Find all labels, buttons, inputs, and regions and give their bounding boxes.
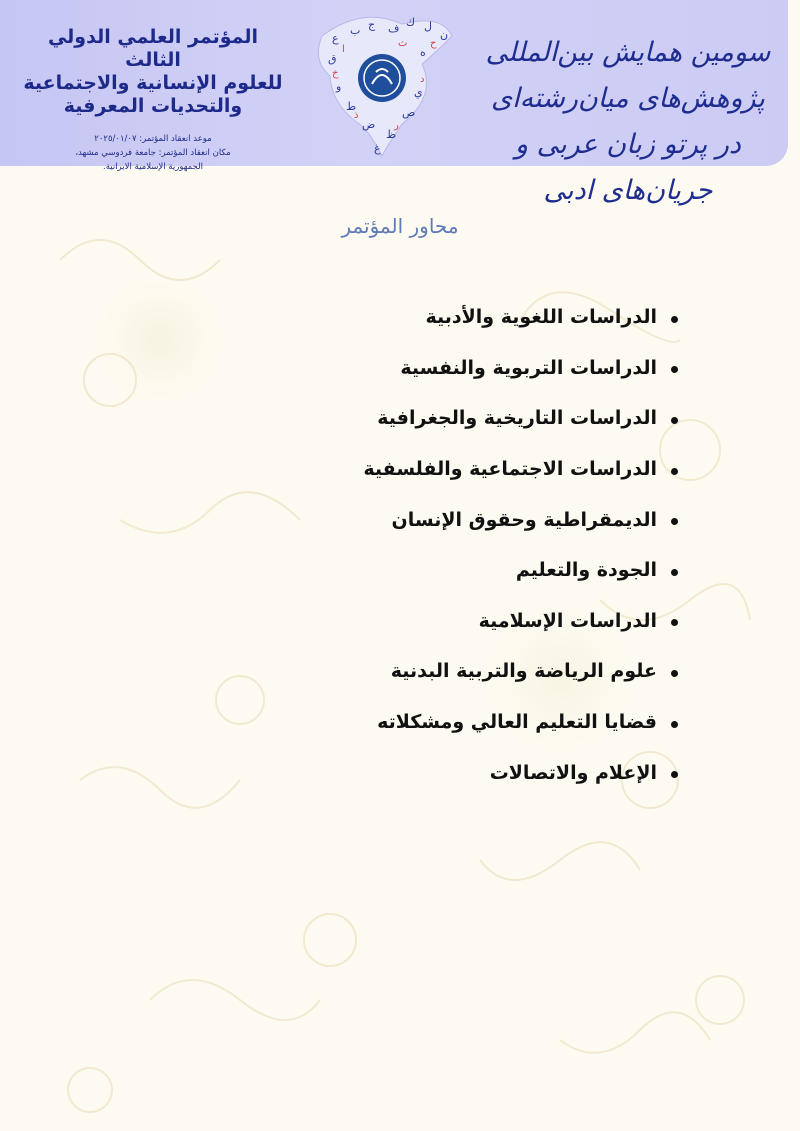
svg-text:ص: ص bbox=[402, 106, 416, 119]
topic-label: الدراسات التاريخية والجغرافية bbox=[377, 407, 657, 430]
arabic-title-line-1: المؤتمر العلمي الدولي الثالث bbox=[47, 26, 259, 71]
bullet-icon bbox=[671, 366, 678, 373]
persian-title-line-1: سومین همایش بین‌المللی پژوهش‌های میان‌رشته‌ای bbox=[485, 37, 771, 114]
bullet-icon bbox=[671, 721, 678, 728]
topic-item bbox=[198, 596, 678, 647]
topics-list bbox=[198, 292, 678, 798]
topic-label: الإعلام والاتصالات bbox=[489, 761, 657, 784]
svg-text:خ: خ bbox=[332, 68, 339, 79]
bullet-icon bbox=[671, 518, 678, 525]
bullet-icon bbox=[671, 771, 678, 778]
svg-text:ث: ث bbox=[398, 38, 408, 49]
bullet-icon bbox=[671, 670, 678, 677]
topic-label: الجودة والتعليم bbox=[515, 559, 657, 582]
svg-text:د: د bbox=[420, 74, 425, 85]
conference-country: الجمهورية الإسلامية الايرانية. bbox=[103, 162, 203, 172]
bullet-icon bbox=[671, 619, 678, 626]
topic-label: قضايا التعليم العالي ومشكلاته bbox=[377, 711, 657, 734]
svg-text:ف: ف bbox=[388, 22, 400, 35]
section-title: محاور المؤتمر bbox=[341, 214, 459, 238]
topic-item bbox=[198, 393, 678, 444]
topic-label: الديمقراطية وحقوق الإنسان bbox=[391, 508, 657, 531]
topic-item bbox=[198, 545, 678, 596]
svg-text:ط: ط bbox=[346, 100, 357, 113]
conference-meta bbox=[18, 132, 288, 174]
arabic-title-line-2: للعلوم الإنسانية والاجتماعية bbox=[23, 72, 283, 94]
svg-text:ن: ن bbox=[440, 28, 449, 41]
bullet-icon bbox=[671, 316, 678, 323]
topic-item bbox=[198, 646, 678, 697]
conference-venue: مكان انعقاد المؤتمر: جامعة فردوسي مشهد، bbox=[75, 148, 231, 158]
topic-label: الدراسات اللغوية والأدبية bbox=[425, 306, 657, 329]
topic-item bbox=[198, 494, 678, 545]
svg-text:ب: ب bbox=[350, 24, 361, 37]
dove-of-letters-logo bbox=[302, 6, 462, 160]
bullet-icon bbox=[671, 417, 678, 424]
bullet-icon bbox=[671, 569, 678, 576]
conference-date: موعد انعقاد المؤتمر: ٢٠٢٥/٠١/٠٧ bbox=[94, 134, 212, 144]
svg-text:ذ: ذ bbox=[354, 110, 359, 121]
persian-conference-title bbox=[478, 30, 778, 214]
svg-text:ج: ج bbox=[368, 18, 376, 31]
topic-label: الدراسات الاجتماعية والفلسفية bbox=[363, 458, 657, 481]
topic-item bbox=[198, 343, 678, 394]
bullet-icon bbox=[671, 468, 678, 475]
svg-text:ض: ض bbox=[362, 118, 376, 131]
svg-text:ا: ا bbox=[342, 44, 345, 55]
svg-text:غ: غ bbox=[374, 142, 381, 155]
topic-item bbox=[198, 292, 678, 343]
topic-label: علوم الرياضة والتربية البدنية bbox=[390, 660, 657, 683]
svg-text:ق: ق bbox=[328, 52, 337, 65]
topic-label: الدراسات التربوية والنفسية bbox=[400, 356, 657, 379]
svg-text:ه: ه bbox=[420, 46, 426, 59]
svg-text:ظ: ظ bbox=[386, 128, 397, 141]
svg-text:و: و bbox=[336, 80, 342, 93]
topic-label: الدراسات الإسلامية bbox=[478, 609, 657, 632]
svg-text:ر: ر bbox=[394, 120, 399, 131]
topic-item bbox=[198, 747, 678, 798]
svg-text:ح: ح bbox=[430, 38, 437, 49]
arabic-conference-title bbox=[18, 26, 288, 174]
topic-item bbox=[198, 697, 678, 748]
topic-item bbox=[198, 444, 678, 495]
svg-text:ع: ع bbox=[332, 32, 339, 45]
arabic-title-line-3: والتحديات المعرفية bbox=[63, 95, 243, 117]
svg-text:ل: ل bbox=[424, 20, 432, 33]
conference-header-banner bbox=[0, 0, 788, 206]
persian-title-line-2: در پرتو زبان عربی و جریان‌های ادبی bbox=[515, 129, 741, 206]
svg-text:ي: ي bbox=[414, 86, 423, 99]
svg-text:ك: ك bbox=[406, 16, 416, 29]
